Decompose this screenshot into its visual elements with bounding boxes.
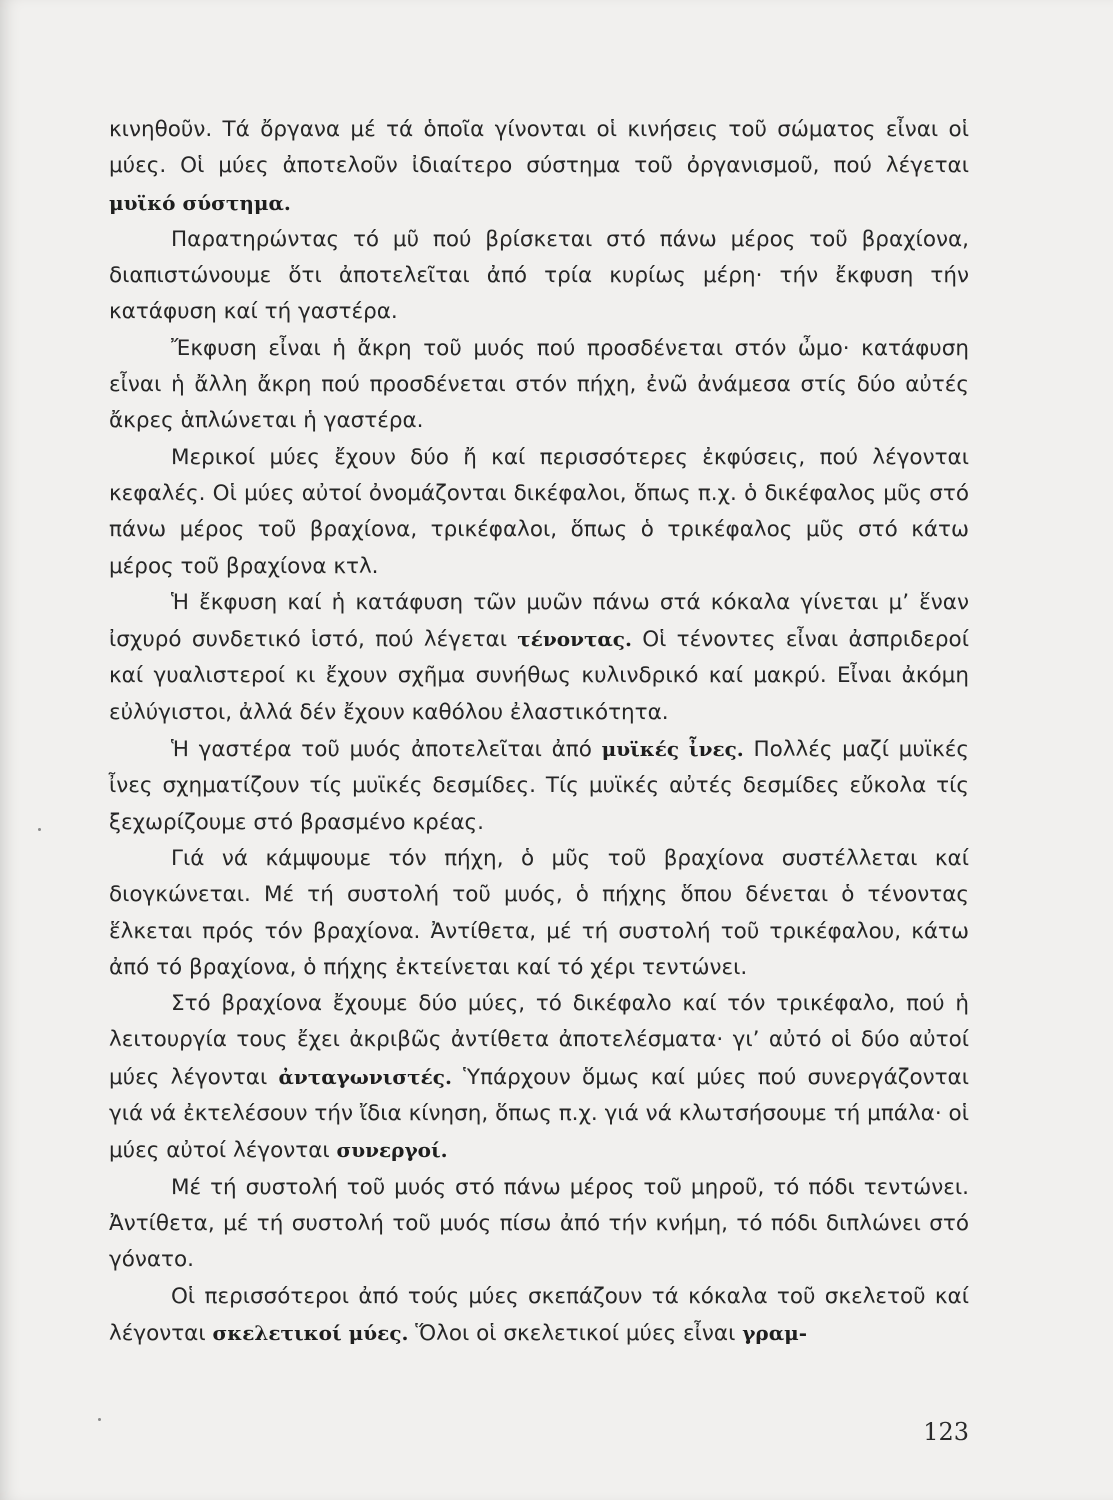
bold-term: μυϊκές ἶνες. <box>601 737 744 762</box>
text-run: Ὑπάρχουν ὅμως καί μύες πού συνεργάζονται γιά νά ἐκτελέσουν τήν ἴδια κίνηση, ὅπως π.χ. γιά νά κλωτσήσουμε τή μπάλα· οἱ μύες αὐτοί λέγονται <box>109 1064 969 1164</box>
text-run: Παρατηρώντας τό μῦ πού βρίσκεται στό πάνω μέρος τοῦ βραχίονα, διαπιστώνουμε ὅτι ἀποτελεῖται ἀπό τρία κυρίως μέρη· τήν ἔκφυση τήν κατάφυση καί τή γαστέρα. <box>109 226 969 325</box>
body-text <box>109 112 969 1352</box>
paragraph <box>109 585 969 731</box>
text-run: Μερικοί μύες ἔχουν δύο ἤ καί περισσότερες ἐκφύσεις, πού λέγονται κεφαλές. Οἱ μύες αὐτοί ὀνομάζονται δικέφαλοι, ὅπως π.χ. ὁ δικέφαλος μῦς στό πάνω μέρος τοῦ βραχίονα, τρικέφαλοι, ὅπως ὁ τρικέφαλος μῦς στό κάτω μέρος τοῦ βραχίονα κτλ. <box>109 444 969 579</box>
paragraph <box>109 112 969 222</box>
bold-term: γραμ- <box>742 1320 808 1345</box>
text-run: Στό βραχίονα ἔχουμε δύο μύες, τό δικέφαλο καί τόν τρικέφαλο, πού ἡ λειτουργία τους ἔχει ἀκριβῶς ἀντίθετα ἀποτελέσματα· γι’ αὐτό οἱ δύο αὐτοί μύες λέγονται <box>109 991 969 1090</box>
text-run: Ἡ ἔκφυση καί ἡ κατάφυση τῶν μυῶν πάνω στά κόκαλα γίνεται μ’ ἕναν ἰσχυρό συνδετικό ἱστό, πού λέγεται <box>109 589 969 653</box>
paragraph <box>109 440 969 585</box>
paragraph <box>109 331 969 440</box>
bold-term: σκελετικοί μύες. <box>212 1320 409 1345</box>
bold-term: συνεργοί. <box>336 1138 448 1163</box>
bold-term: μυϊκό σύστημα. <box>109 190 291 215</box>
text-run: κινηθοῦν. Τά ὄργανα μέ τά ὁποῖα γίνονται οἱ κινήσεις τοῦ σώματος εἶναι οἱ μύες. Οἱ μύες ἀποτελοῦν ἰδιαίτερο σύστημα τοῦ ὀργανισμοῦ, πού λέγεται <box>109 117 969 179</box>
text-run: Πολλές μαζί μυϊκές ἶνες σχηματίζουν τίς μυϊκές δεσμίδες. Τίς μυϊκές αὐτές δεσμίδες εὔκολα τίς ξεχωρίζουμε στό βρασμένο κρέας. <box>109 737 969 835</box>
bold-term: ἀνταγωνιστές. <box>278 1064 452 1089</box>
paragraph <box>109 731 969 841</box>
text-run: Ἔκφυση εἶναι ἡ ἄκρη τοῦ μυός πού προσδένεται στόν ὦμο· κατάφυση εἶναι ἡ ἄλλη ἄκρη πού προσδένεται στόν πήχη, ἐνῶ ἀνάμεσα στίς δύο αὐτές ἄκρες ἁπλώνεται ἡ γαστέρα. <box>109 335 969 434</box>
text-run: Οἱ τένοντες εἶναι ἀσπριδεροί καί γυαλιστεροί κι ἔχουν σχῆμα συνήθως κυλινδρικό καί μακρύ. Εἶναι ἀκόμη εὐλύγιστοι, ἀλλά δέν ἔχουν καθόλου ἐλαστικότητα. <box>109 627 969 725</box>
paragraph <box>109 986 969 1169</box>
text-run: Οἱ περισσότεροι ἀπό τούς μύες σκεπάζουν τά κόκαλα τοῦ σκελετοῦ καί λέγονται <box>109 1283 969 1346</box>
text-run: Ὅλοι οἱ σκελετικοί μύες εἶναι <box>408 1320 743 1346</box>
paragraph <box>109 1170 969 1279</box>
text-run: Μέ τή συστολή τοῦ μυός στό πάνω μέρος τοῦ μηροῦ, τό πόδι τεντώνει. Ἀντίθετα, μέ τή συστολή τοῦ μυός πίσω ἀπό τήν κνήμη, τό πόδι διπλώνει στό γόνατο. <box>109 1174 969 1273</box>
page-number: 123 <box>923 1418 969 1446</box>
paragraph <box>109 222 969 331</box>
paragraph <box>109 841 969 986</box>
text-run: Γιά νά κάμψουμε τόν πήχη, ὁ μῦς τοῦ βραχίονα συστέλλεται καί διογκώνεται. Μέ τή συστολή τοῦ μυός, ὁ πήχης ὅπου δένεται ὁ τένοντας ἕλκεται πρός τόν βραχίονα. Ἀντίθετα, μέ τή συστολή τοῦ τρικέφαλου, κάτω ἀπό τό βραχίονα, ὁ πήχης ἐκτείνεται καί τό χέρι τεντώνει. <box>109 845 969 980</box>
paper-speck <box>38 828 41 831</box>
paper-speck <box>98 1418 101 1421</box>
text-run: Ἡ γαστέρα τοῦ μυός ἀποτελεῖται ἀπό <box>171 737 602 763</box>
bold-term: τένοντας. <box>517 627 632 652</box>
paragraph <box>109 1279 969 1353</box>
